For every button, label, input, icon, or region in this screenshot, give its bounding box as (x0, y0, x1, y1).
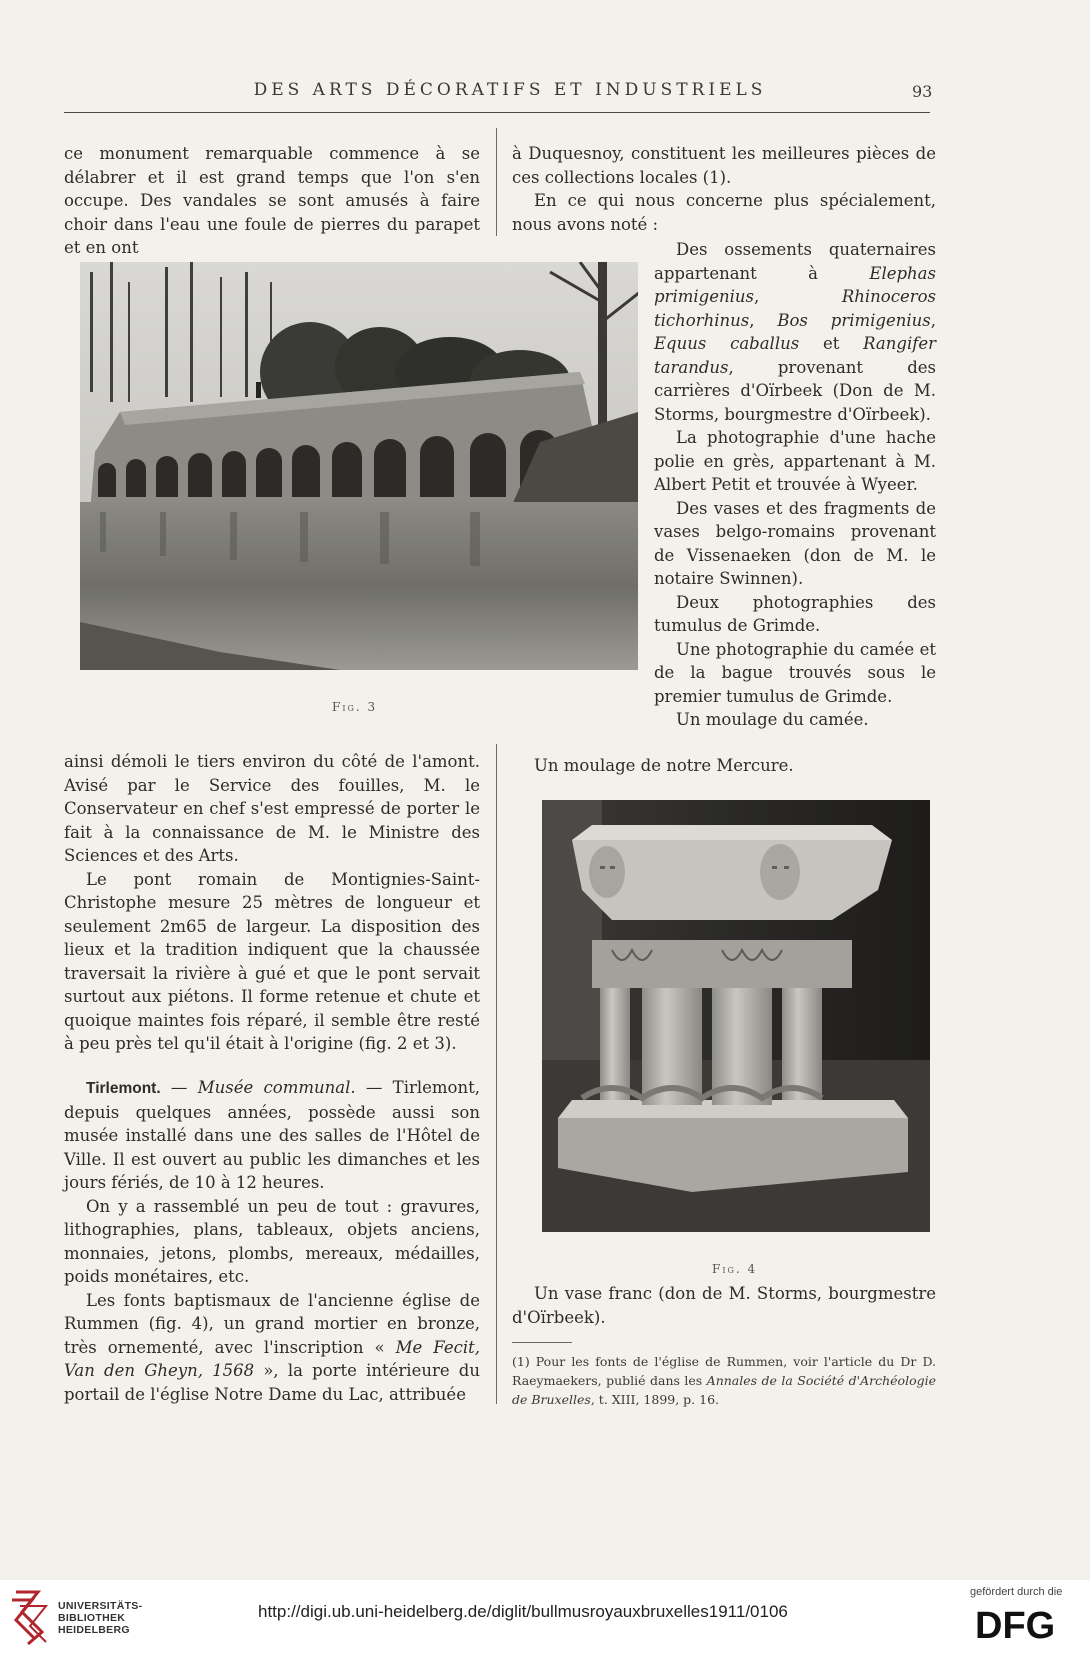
item1-intro: Des ossements quaternaires appartenant à (654, 240, 936, 283)
running-head: DES ARTS DÉCORATIFS ET INDUSTRIELS (253, 80, 767, 100)
funded-by-label: gefördert durch die (970, 1586, 1063, 1598)
item1-rest: , provenant des carrières d'Oïrbeek (Don de M. Storms, bourgmestre d'Oïrbeek). (654, 357, 936, 424)
left-p2-text: ainsi démoli le tiers environ du côté de l'amont. Avisé par le Service des fouilles, M. le Conservateur en chef s'est empressé de porter le fait à la connaissance de M. le Ministre des Sciences et des Arts. (64, 752, 480, 865)
right-p2-text: En ce qui nous concerne plus spécialement, nous avons noté : (512, 191, 936, 234)
inventory-item-3: Des vases et des fragments de vases belgo-romains provenant de Vissenaeken (don de M. le notaire Swinnen). (654, 498, 936, 588)
left-p5-text: On y a rassemblé un peu de tout : gravures, lithographies, plans, tableaux, objets anciens, monnaies, jetons, plombs, mereaux, médailles, poids monétaires, etc. (64, 1196, 480, 1286)
left-p3-text: Le pont romain de Montignies-Saint-Christophe mesure 25 mètres de longueur et seulement 2m65 de largeur. La disposition des lieux et la tradition indiquent que la chaussée traversait la rivière à gué et que le pont servait surtout aux piétons. Il forme retenue et chute et quoique maintes fois réparé, il semble être resté à peu près tel qu'il était à l'origine (fig. 2 et 3). (64, 869, 480, 1053)
right-p1-text: à Duquesnoy, constituent les meilleures pièces de ces collections locales (1). (512, 144, 936, 187)
footnote (512, 1352, 936, 1409)
species-3: Bos primigenius (777, 310, 931, 330)
left-paragraph-1 (64, 142, 480, 260)
inscription-text: Me Fecit, Van den Gheyn, 1568 (64, 1337, 481, 1380)
footnote-text: (1) Pour les fonts de l'église de Rummen, voir l'article du Dr D. Raeymaekers, publié dans les (512, 1354, 936, 1388)
font-photo-illustration (542, 800, 930, 1232)
inventory-item-5: Une photographie du camée et de la bague trouvés sous le premier tumulus de Grimde. (654, 639, 936, 706)
species-sep-3: , (930, 310, 936, 330)
page-number: 93 (912, 82, 933, 101)
tirlemont-dash: — (160, 1078, 198, 1097)
footnote-rule (512, 1342, 572, 1343)
tirlemont-heading: Tirlemont. (86, 1080, 161, 1097)
species-5: Rangifer tarandus (654, 334, 936, 377)
species-4: Equus caballus (654, 334, 800, 353)
species-sep-2: , (749, 310, 778, 330)
dfg-logo (973, 1602, 1081, 1649)
species-2: Rhinoceros tichorhinus (654, 287, 936, 330)
ub-heidelberg-icon (8, 1586, 52, 1646)
header-rule (64, 112, 930, 113)
species-1: Elephas primigenius (654, 263, 936, 306)
library-line-3: HEIDELBERG (58, 1624, 130, 1636)
left-p6-end: », la porte intérieure du portail de l'église Notre Dame du Lac, attribuée (64, 1361, 481, 1404)
footnote-journal: Annales de la Société d'Archéologie de Bruxelles (512, 1373, 936, 1407)
inventory-item-6: Un moulage du camée. (676, 710, 869, 729)
university-library-logo (8, 1586, 52, 1651)
figure-3-bridge-photo (80, 262, 638, 670)
library-name (58, 1600, 142, 1636)
figure-3-caption: Fig. 3 (332, 700, 378, 714)
inventory-item-7-block (512, 754, 936, 778)
right-paragraph-1 (512, 142, 936, 236)
inventory-item-7: Un moulage de notre Mercure. (534, 756, 794, 775)
inventory-item-8-block (512, 1282, 936, 1329)
figure-4-baptismal-font-photo (542, 800, 930, 1232)
inventory-item-4: Deux photographies des tumulus de Grimde. (654, 592, 936, 635)
viewer-footer (0, 1580, 1090, 1656)
left-p6-start: Les fonts baptismaux de l'ancienne église de Rummen (fig. 4), un grand mortier en bronze, très ornementé, avec l'inscription « (64, 1290, 480, 1357)
inventory-item-2: La photographie d'une hache polie en grès, appartenant à M. Albert Petit et trouvée à Wyeer. (654, 428, 936, 494)
inventory-item-8: Un vase franc (don de M. Storms, bourgmestre d'Oïrbeek). (512, 1284, 936, 1327)
left-paragraph-tirlemont (64, 1076, 480, 1406)
left-p1-text: ce monument remarquable commence à se délabrer et il est grand temps que l'on s'en occupe. Des vandales se sont amusés à faire choir dans l'eau une foule de pierres du parapet et en ont (64, 144, 480, 257)
source-url-link[interactable]: http://digi.ub.uni-heidelberg.de/diglit/bullmusroyauxbruxelles1911/0106 (258, 1602, 788, 1621)
tirlemont-text: — Tirlemont, depuis quelques années, possède aussi son musée installé dans une des salles de l'Hôtel de Ville. Il est ouvert au public les dimanches et les jours fériés, de 10 à 12 heures. (64, 1078, 480, 1192)
tirlemont-subheading: Musée communal. (197, 1078, 356, 1097)
bridge-photo-illustration (80, 262, 638, 670)
inventory-list (654, 238, 936, 732)
left-paragraph-2 (64, 750, 480, 1056)
column-divider-bottom (496, 744, 497, 1404)
species-sep-1: , (753, 287, 842, 306)
library-line-2: BIBLIOTHEK (58, 1612, 126, 1624)
library-line-1: UNIVERSITÄTS- (58, 1600, 143, 1612)
dfg-logo-text: DFG (975, 1605, 1056, 1644)
inventory-item-1 (654, 238, 936, 426)
dfg-logo-icon (973, 1602, 1081, 1644)
column-divider-top (496, 128, 497, 236)
species-and: et (799, 334, 864, 353)
footnote-end: , t. XIII, 1899, p. 16. (590, 1392, 720, 1407)
figure-4-caption: Fig. 4 (712, 1262, 758, 1276)
